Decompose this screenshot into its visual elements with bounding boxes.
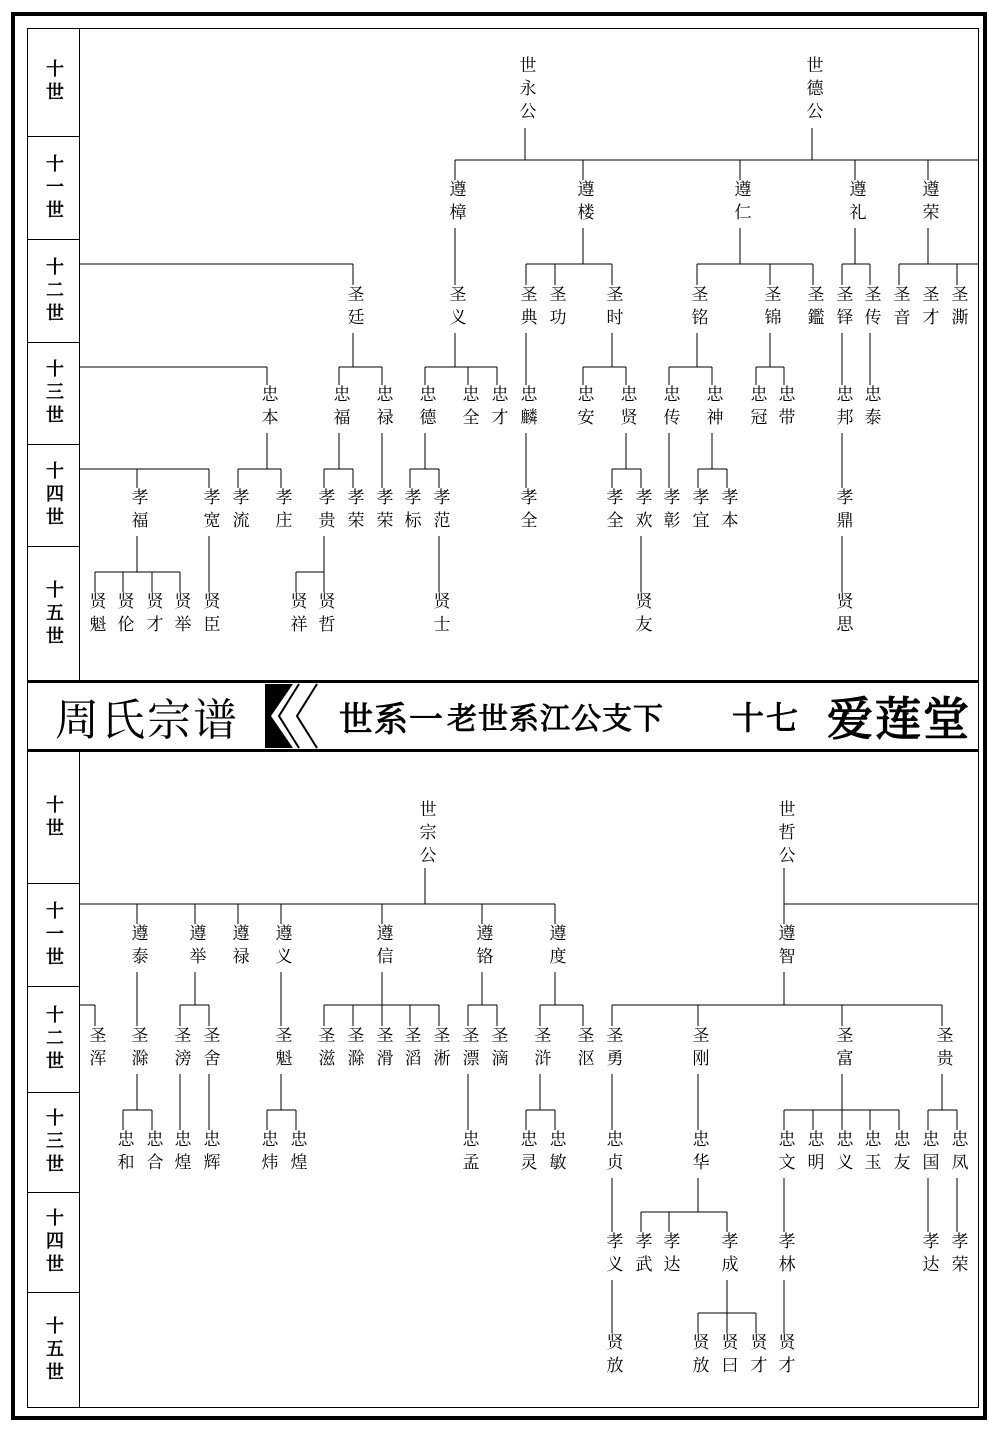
branch-label: 老世系江公支下 [447, 702, 664, 737]
person-name: 忠国 [918, 1130, 939, 1176]
person-name: 圣贵 [932, 1026, 953, 1072]
person-name: 忠合 [142, 1130, 163, 1176]
person-name: 圣滁 [127, 1026, 148, 1072]
generation-label: 十五世 [43, 1316, 64, 1385]
person-name: 忠明 [803, 1130, 824, 1176]
person-name: 圣铎 [832, 285, 853, 331]
volume-label: 世系一 [339, 699, 444, 740]
person-name: 遵樟 [445, 180, 466, 226]
person-name: 遵举 [185, 924, 206, 970]
person-name: 圣沤 [573, 1026, 594, 1072]
person-name: 遵礼 [845, 180, 866, 226]
hall-name: 爱莲堂 [827, 692, 971, 746]
person-name: 孝达 [918, 1232, 939, 1278]
person-name: 圣锦 [760, 285, 781, 331]
person-name: 贤士 [429, 592, 450, 638]
person-name: 忠煌 [286, 1130, 307, 1176]
person-name: 遵义 [271, 924, 292, 970]
person-name: 圣时 [602, 285, 623, 331]
person-name: 遵度 [545, 924, 566, 970]
person-name: 忠友 [889, 1130, 910, 1176]
person-name: 贤才 [746, 1333, 767, 1379]
generation-label: 十四世 [43, 1208, 64, 1277]
person-name: 贤放 [602, 1333, 623, 1379]
person-name: 孝达 [659, 1232, 680, 1278]
person-name: 孝欢 [631, 488, 652, 534]
generation-label: 十三世 [43, 359, 64, 428]
person-name: 忠带 [774, 385, 795, 431]
person-name: 孝福 [127, 488, 148, 534]
person-name: 圣魁 [271, 1026, 292, 1072]
person-name: 孝宜 [688, 488, 709, 534]
person-name: 忠华 [688, 1130, 709, 1176]
person-name: 忠邦 [832, 385, 853, 431]
person-name: 圣浒 [530, 1026, 551, 1072]
person-name: 世宗公 [415, 800, 436, 869]
person-name: 贤放 [688, 1333, 709, 1379]
person-name: 世德公 [802, 56, 823, 125]
person-name: 忠灵 [516, 1130, 537, 1176]
person-name: 贤臣 [199, 592, 220, 638]
person-name: 遵铬 [472, 924, 493, 970]
person-name: 忠传 [659, 385, 680, 431]
person-name: 贤哲 [314, 592, 335, 638]
person-name: 忠玉 [860, 1130, 881, 1176]
generation-label: 十五世 [43, 579, 64, 649]
generation-label: 十二世 [43, 256, 64, 326]
person-name: 圣富 [832, 1026, 853, 1072]
person-name: 忠煌 [170, 1130, 191, 1176]
person-name: 孝林 [774, 1232, 795, 1278]
person-name: 忠才 [487, 385, 508, 431]
person-name: 忠文 [774, 1130, 795, 1176]
person-name: 忠泰 [860, 385, 881, 431]
person-name: 忠全 [458, 385, 479, 431]
person-name: 贤魁 [85, 592, 106, 638]
generation-label: 十二世 [43, 1005, 64, 1074]
person-name: 圣功 [545, 285, 566, 331]
person-name: 忠安 [573, 385, 594, 431]
person-name: 圣传 [860, 285, 881, 331]
person-name: 忠凤 [947, 1130, 968, 1176]
person-name: 圣鑑 [803, 285, 824, 331]
person-name: 孝荣 [343, 488, 364, 534]
person-name: 圣滑 [372, 1026, 393, 1072]
person-name: 圣滔 [400, 1026, 421, 1072]
person-name: 圣才 [918, 285, 939, 331]
generation-label: 十三世 [43, 1108, 64, 1177]
person-name: 圣刚 [688, 1026, 709, 1072]
generation-label: 十一世 [43, 900, 64, 970]
generation-label: 十世 [43, 59, 64, 105]
person-name: 遵智 [774, 924, 795, 970]
person-name: 孝全 [516, 488, 537, 534]
person-name: 忠麟 [516, 385, 537, 431]
person-name: 忠孟 [458, 1130, 479, 1176]
person-name: 孝义 [602, 1232, 623, 1278]
person-name: 孝流 [228, 488, 249, 534]
person-name: 忠冠 [746, 385, 767, 431]
person-name: 孝本 [717, 488, 738, 534]
person-name: 孝荣 [372, 488, 393, 534]
person-name: 圣滂 [170, 1026, 191, 1072]
generation-label: 十四世 [43, 461, 64, 530]
person-name: 孝标 [400, 488, 421, 534]
person-name: 忠贤 [616, 385, 637, 431]
person-name: 贤祥 [286, 592, 307, 638]
book-title: 周氏宗谱 [55, 695, 239, 746]
person-name: 贤举 [170, 592, 191, 638]
person-name: 忠和 [113, 1130, 134, 1176]
person-name: 遵泰 [127, 924, 148, 970]
person-name: 孝宽 [199, 488, 220, 534]
person-name: 贤伦 [113, 592, 134, 638]
person-name: 孝成 [717, 1232, 738, 1278]
person-name: 圣滁 [343, 1026, 364, 1072]
person-name: 忠敏 [545, 1130, 566, 1176]
person-name: 世哲公 [774, 800, 795, 869]
person-name: 孝庄 [271, 488, 292, 534]
page-number: 十七 [732, 699, 801, 737]
person-name: 遵信 [372, 924, 393, 970]
person-name: 圣廷 [343, 285, 364, 331]
person-name: 忠辉 [199, 1130, 220, 1176]
person-name: 孝全 [602, 488, 623, 534]
person-name: 圣淅 [429, 1026, 450, 1072]
person-name: 世永公 [515, 56, 536, 125]
person-name: 圣铭 [687, 285, 708, 331]
person-name: 孝贵 [314, 488, 335, 534]
person-name: 孝彰 [659, 488, 680, 534]
person-name: 遵荣 [918, 180, 939, 226]
person-name: 圣典 [516, 285, 537, 331]
person-name: 忠神 [702, 385, 723, 431]
person-name: 遵楼 [573, 180, 594, 226]
person-name: 圣漂 [458, 1026, 479, 1072]
person-name: 忠禄 [372, 385, 393, 431]
person-name: 忠福 [329, 385, 350, 431]
person-name: 圣舍 [199, 1026, 220, 1072]
person-name: 圣滋 [314, 1026, 335, 1072]
person-name: 贤友 [631, 592, 652, 638]
person-name: 忠炜 [257, 1130, 278, 1176]
person-name: 忠本 [257, 385, 278, 431]
person-name: 贤曰 [717, 1333, 738, 1379]
person-name: 圣音 [889, 285, 910, 331]
person-name: 贤才 [142, 592, 163, 638]
person-name: 孝鼎 [832, 488, 853, 534]
person-name: 孝荣 [947, 1232, 968, 1278]
person-name: 忠贞 [602, 1130, 623, 1176]
person-name: 忠德 [415, 385, 436, 431]
person-name: 忠义 [832, 1130, 853, 1176]
person-name: 圣滴 [487, 1026, 508, 1072]
person-name: 圣浑 [85, 1026, 106, 1072]
person-name: 遵禄 [228, 924, 249, 970]
person-name: 孝范 [429, 488, 450, 534]
generation-label: 十世 [43, 794, 64, 841]
generation-label: 十一世 [43, 153, 64, 223]
person-name: 圣澌 [947, 285, 968, 331]
person-name: 孝武 [631, 1232, 652, 1278]
person-name: 圣义 [445, 285, 466, 331]
person-name: 遵仁 [730, 180, 751, 226]
person-name: 圣勇 [602, 1026, 623, 1072]
person-name: 贤才 [774, 1333, 795, 1379]
person-name: 贤思 [832, 592, 853, 638]
